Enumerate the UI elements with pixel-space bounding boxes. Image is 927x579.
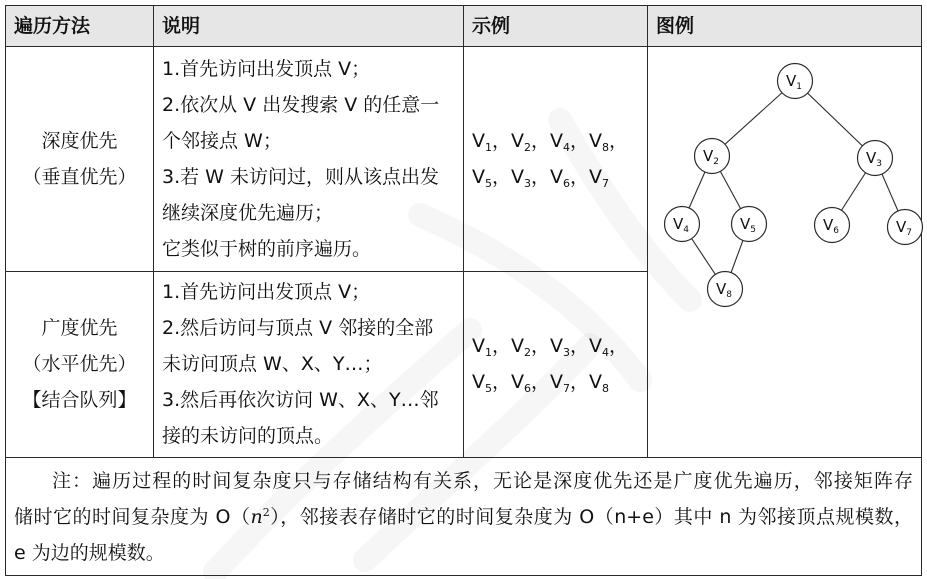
separator: ， [492, 335, 512, 358]
diagram-cell [648, 47, 922, 458]
description-line: 未访问顶点 W、X、Y…； [162, 353, 383, 376]
vertex-label [511, 371, 532, 396]
math-exponent: 2 [262, 505, 270, 519]
node-v5 [732, 207, 767, 242]
node-letter: V [673, 215, 684, 233]
vertex-label [472, 335, 492, 360]
vertex-label [511, 166, 531, 188]
math-variable: n [250, 505, 263, 528]
example-line [472, 123, 639, 159]
description-line: 接的未访问的顶点。 [162, 425, 334, 448]
node-index: 2 [713, 157, 719, 167]
vertex-index: 2 [524, 140, 532, 154]
note-line: e 为边的规模数。 [14, 541, 165, 564]
note-text: ），邻接表存储时它的时间复杂度为 O（n+e）其中 n 为邻接顶点规模数， [269, 505, 913, 528]
example-line [472, 328, 639, 364]
separator: ， [531, 129, 551, 152]
vertex-label [589, 335, 610, 360]
description-line: 个邻接点 W； [162, 129, 282, 152]
node-index: 6 [833, 226, 839, 236]
method-name: 深度优先 [41, 129, 118, 152]
vertex-index: 3 [524, 176, 532, 190]
vertex-letter: V [589, 165, 603, 188]
vertex-index: 2 [524, 346, 532, 360]
vertex-label [589, 166, 609, 188]
note-row [6, 458, 922, 576]
vertex-index: 5 [485, 176, 492, 190]
example-cell [464, 271, 648, 457]
description-line: 3.若 W 未访问过，则从该点出发 [162, 165, 439, 188]
node-v8 [708, 272, 743, 307]
vertex-label [550, 166, 570, 188]
graph-nodes [665, 64, 923, 307]
node-letter: V [786, 72, 797, 90]
node-index: 3 [876, 159, 882, 169]
node-index: 7 [906, 228, 912, 238]
vertex-label [472, 166, 492, 188]
traversal-table [5, 5, 922, 576]
header-diagram: 图例 [648, 6, 922, 47]
example-cell [464, 47, 648, 272]
vertex-letter: V [589, 335, 603, 358]
description-line: 1.首先访问出发顶点 V； [162, 57, 371, 80]
separator: ， [609, 129, 629, 152]
vertex-index: 5 [485, 382, 492, 396]
vertex-index: 4 [563, 140, 571, 154]
example-line [472, 364, 639, 400]
node-letter: V [896, 218, 907, 236]
vertex-index: 7 [563, 382, 571, 396]
row-depth-first [6, 47, 922, 272]
method-cell [6, 47, 154, 272]
node-index: 8 [726, 290, 732, 300]
vertex-letter: V [511, 165, 525, 188]
description-line: 2.然后访问与顶点 V 邻接的全部 [162, 317, 434, 340]
vertex-index: 7 [602, 176, 610, 190]
description-line: 3.然后再依次访问 W、X、Y…邻 [162, 389, 439, 412]
vertex-letter: V [550, 129, 564, 152]
node-index: 5 [750, 225, 756, 235]
vertex-letter: V [511, 371, 525, 394]
note-line: 注：遍历过程的时间复杂度只与存储结构有关系，无论是深度优先还是广度优先遍历，邻接矩阵存 [52, 469, 913, 492]
node-v1 [778, 64, 813, 99]
separator: ， [531, 165, 551, 188]
vertex-label [589, 130, 609, 152]
vertex-letter: V [511, 335, 525, 358]
vertex-letter: V [472, 165, 485, 188]
separator: ， [570, 129, 590, 152]
header-row [6, 6, 922, 47]
vertex-letter: V [550, 371, 564, 394]
separator: ， [492, 129, 512, 152]
vertex-label [472, 130, 492, 152]
separator: ， [531, 335, 551, 358]
node-v6 [815, 208, 850, 243]
method-cell [6, 271, 154, 457]
method-name: 广度优先 [41, 317, 118, 340]
method-alias: （水平优先） [22, 353, 137, 376]
note-line [14, 499, 913, 535]
vertex-letter: V [472, 371, 485, 394]
separator: ， [492, 371, 512, 394]
description-cell [154, 271, 464, 457]
graph-diagram [656, 47, 927, 457]
vertex-label [550, 130, 570, 152]
node-letter: V [866, 149, 877, 167]
vertex-label [589, 371, 610, 396]
node-index: 1 [796, 82, 802, 92]
separator: ， [492, 165, 512, 188]
vertex-label [511, 130, 531, 152]
vertex-letter: V [589, 129, 603, 152]
separator: ， [570, 371, 590, 394]
vertex-index: 6 [563, 176, 571, 190]
vertex-index: 3 [563, 346, 571, 360]
node-v2 [695, 139, 730, 174]
separator: ， [570, 165, 590, 188]
vertex-index: 6 [524, 382, 532, 396]
note-cell [6, 458, 922, 576]
node-letter: V [823, 216, 834, 234]
vertex-index: 8 [602, 140, 610, 154]
node-v7 [888, 210, 923, 245]
vertex-index: 4 [602, 346, 610, 360]
node-letter: V [703, 147, 714, 165]
vertex-letter: V [589, 371, 603, 394]
vertex-index: 1 [485, 346, 492, 360]
vertex-letter: V [550, 165, 564, 188]
node-letter: V [740, 215, 751, 233]
node-letter: V [716, 280, 727, 298]
description-line: 1.首先访问出发顶点 V； [162, 281, 371, 304]
node-index: 4 [683, 225, 689, 235]
vertex-label [472, 371, 492, 396]
description-line: 继续深度优先遍历； [162, 201, 334, 224]
vertex-index: 8 [602, 382, 610, 396]
node-v4 [665, 207, 700, 242]
vertex-letter: V [472, 129, 485, 152]
header-description: 说明 [154, 6, 464, 47]
method-alias: （垂直优先） [22, 165, 137, 188]
description-line: 它类似于树的前序遍历。 [162, 237, 372, 260]
graph-edges [682, 81, 905, 289]
node-v3 [858, 141, 893, 176]
vertex-letter: V [472, 335, 485, 358]
note-text: 储时它的时间复杂度为 O（ [14, 505, 251, 528]
vertex-label [550, 335, 571, 360]
vertex-letter: V [550, 335, 564, 358]
description-line: 2.依次从 V 出发搜索 V 的任意一 [162, 93, 440, 116]
header-method: 遍历方法 [6, 6, 154, 47]
vertex-label [511, 335, 532, 360]
separator: ， [609, 335, 629, 358]
vertex-letter: V [511, 129, 525, 152]
description-cell [154, 47, 464, 272]
separator: ， [531, 371, 551, 394]
separator: ， [570, 335, 590, 358]
vertex-index: 1 [485, 140, 492, 154]
vertex-label [550, 371, 571, 396]
method-hint: 【结合队列】 [22, 389, 137, 412]
header-example: 示例 [464, 6, 648, 47]
example-line [472, 159, 639, 195]
